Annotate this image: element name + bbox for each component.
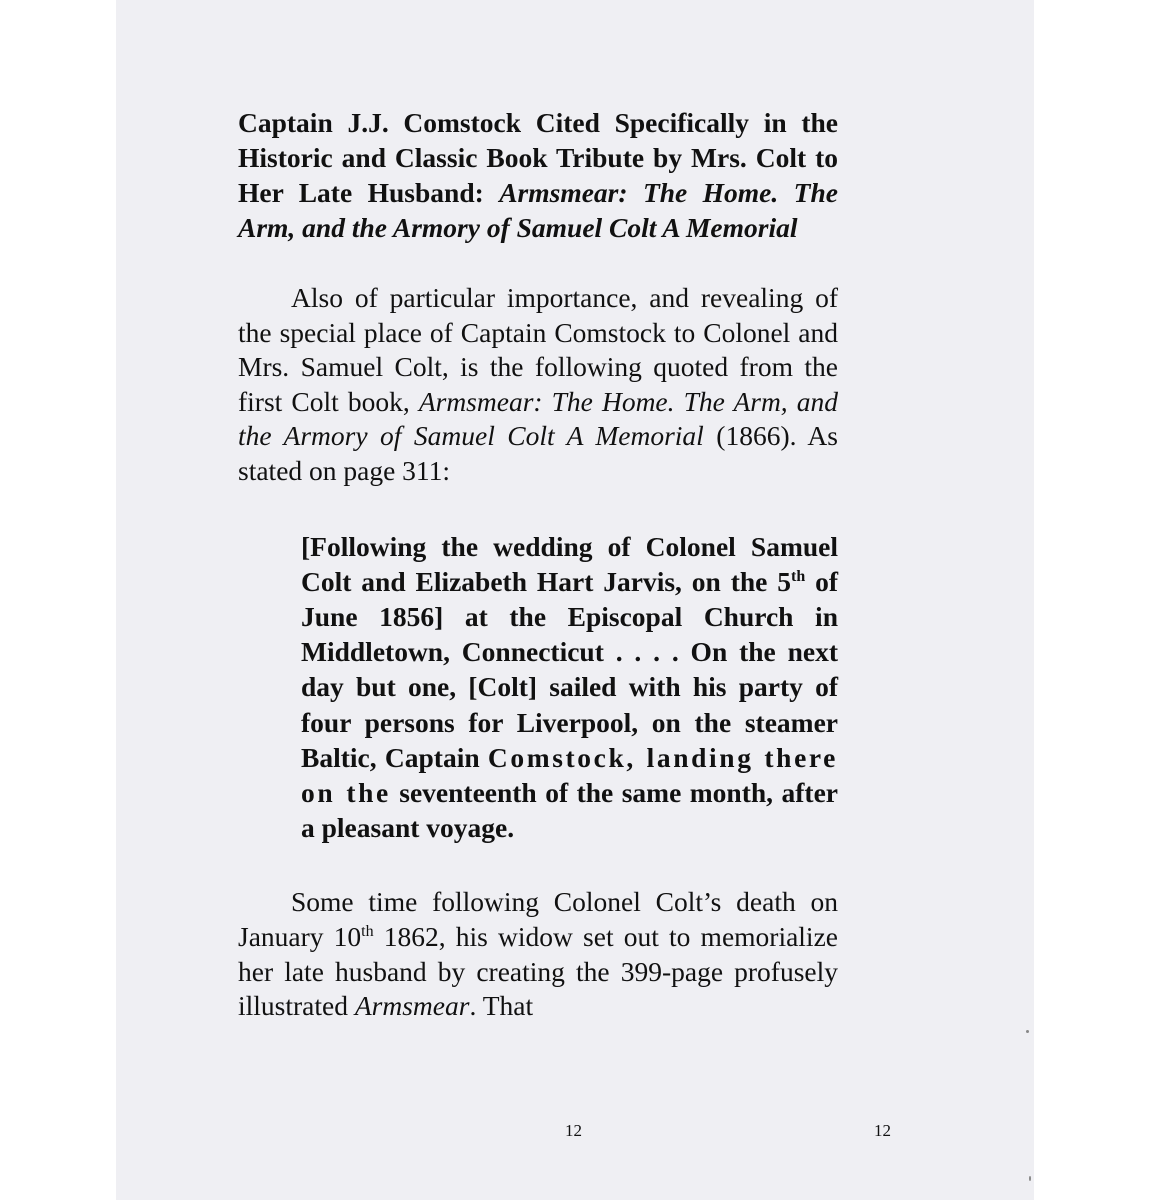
page-number-corner: 12 [874,1121,891,1140]
paragraph-2-text-b: 1862, his widow set out to memorialize her late husband by creating the 399-page profusely illustrated [238,920,838,1022]
scan-speck [1026,1030,1029,1033]
paragraph-2-text-c: . That [469,990,534,1022]
paragraph-1-book-title: Armsmear: The Home. The Arm, and the Armory of Samuel Colt A Memorial [238,385,839,452]
quote-text-b: of June 1856] at the Episcopal Church in Middletown, Connecticut . . . . On the next day but one, [Colt] sailed with his party of four persons for Liverpool, on the steamer Baltic, Captain [301,565,838,773]
page-number: 12 [565,1121,582,1140]
quote-text-spaced: Comstock, landing there on the [301,741,838,808]
paragraph-1 [238,281,838,489]
paragraph-2 [238,885,838,1023]
quote-text-c: seventeenth of the same month, after a pleasant voyage. [301,776,838,844]
quote-superscript: th [790,567,806,585]
paragraph-2-superscript: th [361,922,374,940]
block-quote [301,529,838,846]
heading-book-title: Armsmear: The Home. The Arm, and the Armory of Samuel Colt A Memorial [238,177,838,243]
scan-speck [1029,1176,1031,1181]
text-block [238,105,838,1024]
paragraph-1-text-b: (1866). As stated on page 311: [238,420,838,486]
paragraph-2-text-a: Some time following Colonel Colt’s death on January 10 [238,886,838,952]
paragraph-2-book-title: Armsmear [354,990,470,1022]
heading-text: Captain J.J. Comstock Cited Specifically in the Historic and Classic Book Tribute by Mrs. Colt to Her Late Husband: [238,107,838,208]
section-heading [238,105,838,245]
paragraph-1-text-a: Also of particular importance, and revealing of the special place of Captain Comstock to Colonel and Mrs. Samuel Colt, is the following quoted from the first Colt book, [238,282,838,417]
quote-text-a: [Following the wedding of Colonel Samuel Colt and Elizabeth Hart Jarvis, on the 5 [301,530,838,597]
